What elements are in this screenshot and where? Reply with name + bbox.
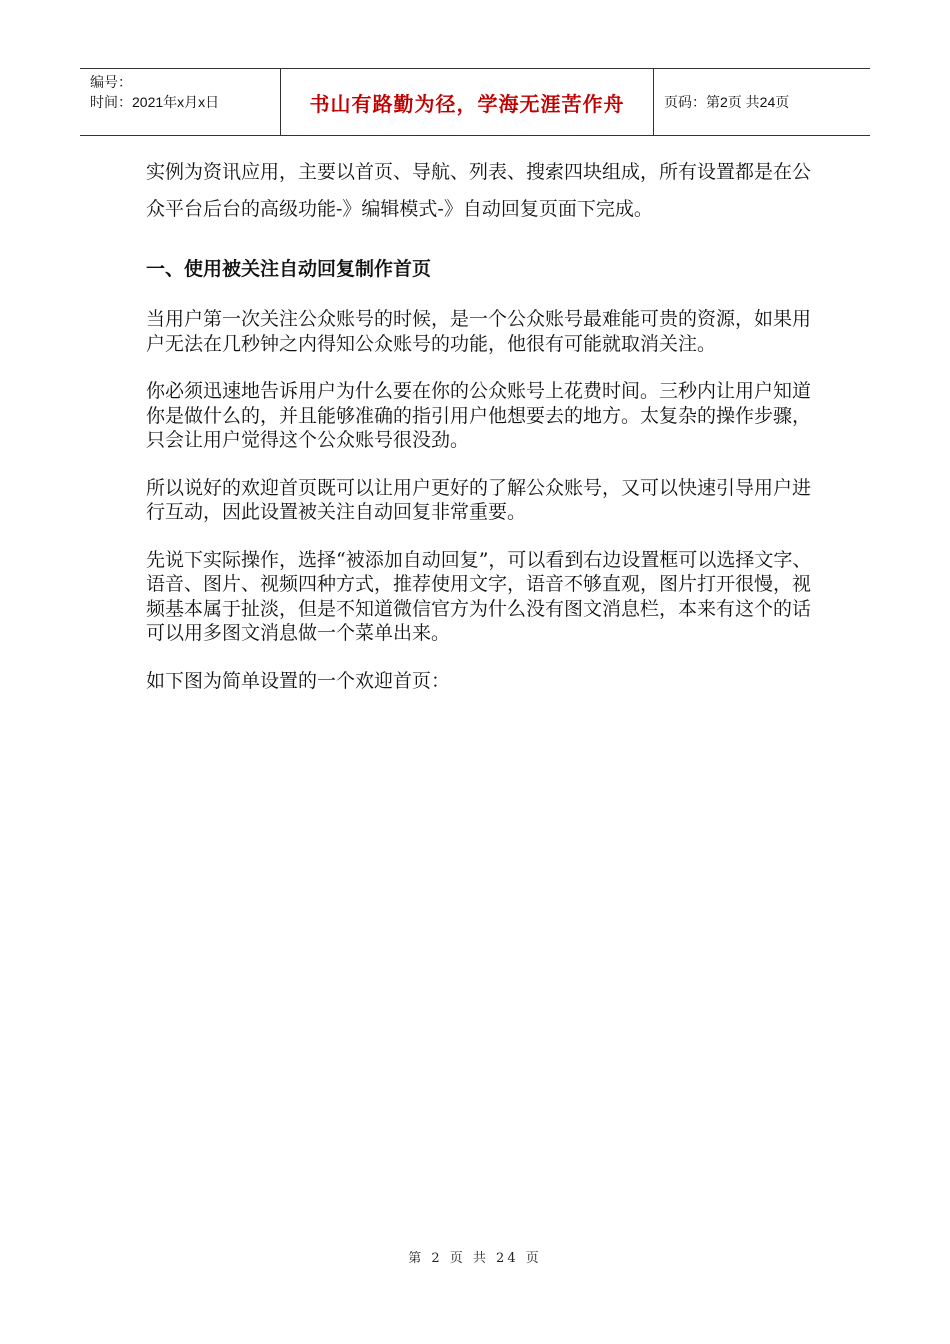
header-motto-cell xyxy=(280,69,654,135)
paragraph: 先说下实际操作，选择“被添加自动回复”，可以看到右边设置框可以选择文字、语音、图片、视频四种方式，推荐使用文字，语音不够直观，图片打开很慢，视频基本属于扯淡，但是不知道微信官方为什么没有图文消息栏，本来有这个的话可以用多图文消息做一个菜单出来。 xyxy=(146,548,812,644)
document-body xyxy=(146,154,822,693)
page-info: 页码：第2页 共24页 xyxy=(664,94,790,110)
motto-text: 书山有路勤为径，学海无涯苦作舟 xyxy=(309,91,625,116)
section-heading: 一、使用被关注自动回复制作首页 xyxy=(146,258,432,280)
page-header xyxy=(80,68,870,136)
date-label: 时间：2021年x月x日 xyxy=(90,94,220,110)
paragraph: 当用户第一次关注公众账号的时候，是一个公众账号最难能可贵的资源，如果用户无法在几秒钟之内得知公众账号的功能，他很有可能就取消关注。 xyxy=(146,308,812,355)
page-footer: 第 2 页 共 24 页 xyxy=(408,1251,542,1266)
header-page-info-cell xyxy=(654,69,870,135)
paragraph: 所以说好的欢迎首页既可以让用户更好的了解公众账号，又可以快速引导用户进行互动，因此设置被关注自动回复非常重要。 xyxy=(146,476,812,523)
header-meta xyxy=(80,69,280,135)
paragraph: 如下图为简单设置的一个欢迎首页： xyxy=(146,669,451,692)
paragraph: 你必须迅速地告诉用户为什么要在你的公众账号上花费时间。三秒内让用户知道你是做什么的，并且能够准确的指引用户他想要去的地方。太复杂的操作步骤，只会让用户觉得这个公众账号很没劲。 xyxy=(146,380,812,451)
document-number-label: 编号： xyxy=(90,74,132,90)
intro-paragraph: 实例为资讯应用，主要以首页、导航、列表、搜索四块组成，所有设置都是在公众平台后台的高级功能-》编辑模式-》自动回复页面下完成。 xyxy=(146,161,812,220)
